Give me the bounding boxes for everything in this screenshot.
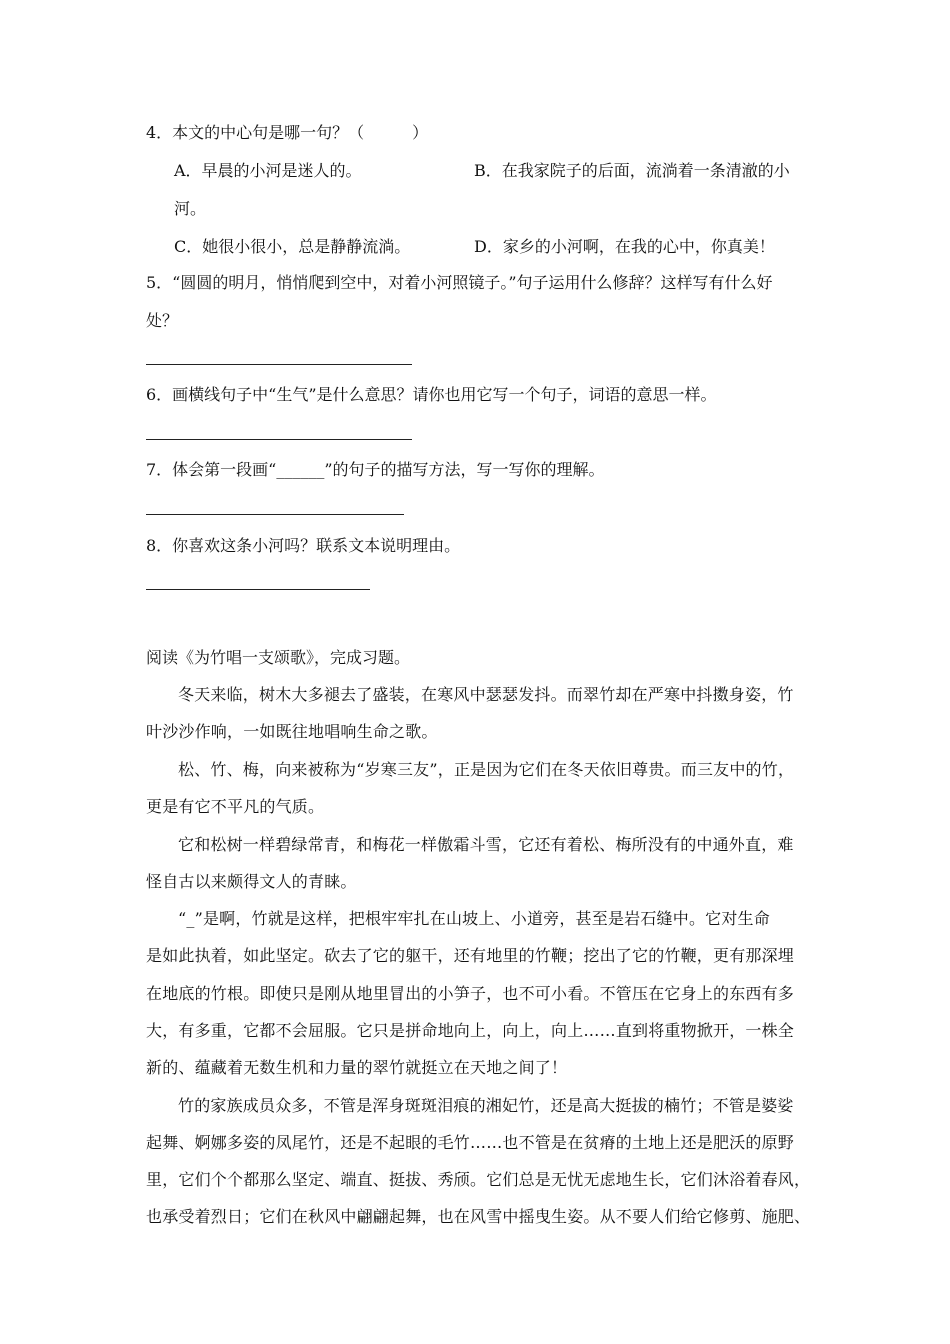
q5-stem-line1: 5．“圆圆的明月，悄悄爬到空中，对着小河照镜子。”句子运用什么修辞？这样写有什么好 — [146, 273, 773, 292]
q4-option-b: B．在我家院子的后面，流淌着一条清澈的小 — [474, 161, 790, 180]
passage-line: 在地底的竹根。即使只是刚从地里冒出的小笋子，也不可小看。不管压在它身上的东西有多 — [146, 984, 795, 1003]
q5-answer-line[interactable] — [146, 364, 412, 365]
passage-line: 叶沙沙作响，一如既往地唱响生命之歌。 — [146, 722, 438, 741]
passage-line: 里，它们个个都那么坚定、端直、挺拔、秀颀。它们总是无忧无虑地生长，它们沐浴着春风， — [146, 1170, 811, 1189]
q4-option-d: D．家乡的小河啊，在我的心中，你真美！ — [474, 237, 775, 256]
passage-line: 起舞、婀娜多姿的凤尾竹，还是不起眼的毛竹……也不管是在贫瘠的土地上还是肥沃的原野 — [146, 1133, 795, 1152]
q7-answer-line[interactable] — [146, 514, 404, 515]
q6-stem: 6．画横线句子中“生气”是什么意思？请你也用它写一个句子，词语的意思一样。 — [146, 385, 717, 404]
passage-line: 怪自古以来颇得文人的青睐。 — [146, 872, 357, 891]
q6-answer-line[interactable] — [146, 439, 412, 440]
q7-stem: 7．体会第一段画“______”的句子的描写方法，写一写你的理解。 — [146, 460, 605, 479]
reading-intro: 阅读《为竹唱一支颂歌》，完成习题。 — [146, 648, 411, 667]
q8-answer-line[interactable] — [146, 589, 370, 590]
passage-line: “_”是啊，竹就是这样，把根牢牢扎在山坡上、小道旁，甚至是岩石缝中。它对生命 — [178, 909, 770, 928]
passage-line: 新的、蕴藏着无数生机和力量的翠竹就挺立在天地之间了！ — [146, 1058, 568, 1077]
q4-stem: 4．本文的中心句是哪一句？（ ） — [146, 123, 429, 142]
passage-line: 大，有多重，它都不会屈服。它只是拼命地向上，向上，向上……直到将重物掀开，一株全 — [146, 1021, 795, 1040]
passage-line: 冬天来临，树木大多褪去了盛装，在寒风中瑟瑟发抖。而翠竹却在严寒中抖擞身姿，竹 — [178, 685, 794, 704]
passage-line: 也承受着烈日；它们在秋风中翩翩起舞，也在风雪中摇曳生姿。从不要人们给它修剪、施肥、 — [146, 1207, 811, 1226]
q4-option-b-continued: 河。 — [174, 199, 207, 218]
passage-line: 是如此执着，如此坚定。砍去了它的躯干，还有地里的竹鞭；挖出了它的竹鞭，更有那深埋 — [146, 946, 795, 965]
passage-line: 更是有它不平凡的气质。 — [146, 797, 325, 816]
passage-line: 松、竹、梅，向来被称为“岁寒三友”，正是因为它们在冬天依旧尊贵。而三友中的竹， — [178, 760, 795, 779]
q4-option-c: C．她很小很小，总是静静流淌。 — [174, 237, 411, 256]
q5-stem-line2: 处？ — [146, 311, 179, 330]
q4-option-a: A．早晨的小河是迷人的。 — [174, 161, 362, 180]
passage-line: 它和松树一样碧绿常青，和梅花一样傲霜斗雪，它还有着松、梅所没有的中通外直，难 — [178, 835, 794, 854]
passage-line: 竹的家族成员众多，不管是浑身斑斑泪痕的湘妃竹，还是高大挺拔的楠竹；不管是婆娑 — [178, 1096, 794, 1115]
q8-stem: 8．你喜欢这条小河吗？联系文本说明理由。 — [146, 536, 461, 555]
